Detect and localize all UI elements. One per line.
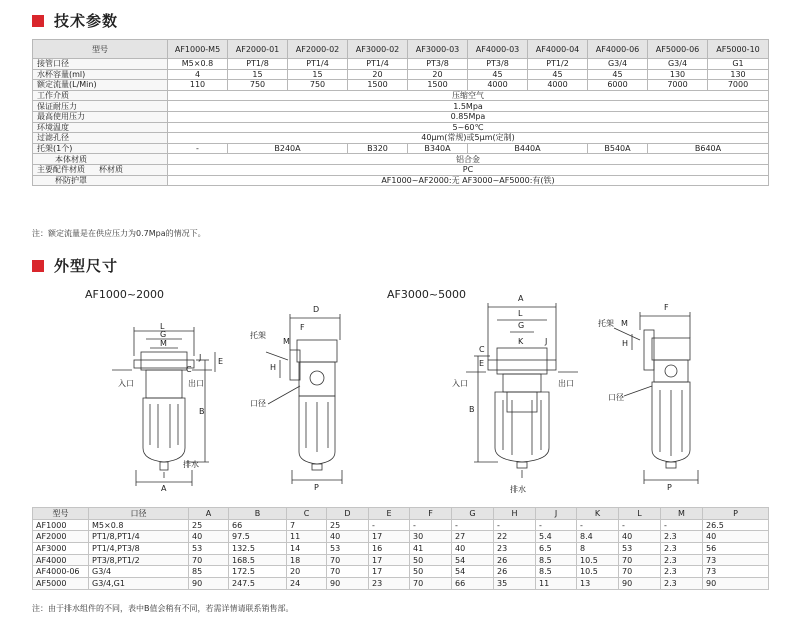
table-cell: 70 bbox=[189, 554, 229, 566]
spec-label: 保证耐压力 bbox=[33, 101, 168, 112]
table-cell: G3/4 bbox=[89, 566, 189, 578]
table-cell: 27 bbox=[452, 531, 494, 543]
table-cell: - bbox=[661, 519, 703, 531]
table-cell: 24 bbox=[287, 578, 327, 590]
spec-label: 额定流量(L/Min) bbox=[33, 80, 168, 91]
table-cell: PT1/4,PT3/8 bbox=[89, 543, 189, 555]
table-cell: 8.5 bbox=[536, 554, 577, 566]
table-cell: 17 bbox=[369, 554, 410, 566]
dims-column-header: 型号 bbox=[33, 508, 89, 520]
spec-value: G3/4 bbox=[588, 59, 648, 70]
table-cell: G3/4,G1 bbox=[89, 578, 189, 590]
spec-value: B340A bbox=[408, 143, 468, 154]
spec-header-label: 型号 bbox=[33, 40, 168, 59]
dim-letter: G bbox=[160, 330, 167, 339]
spec-model-header: AF4000-03 bbox=[468, 40, 528, 59]
dim-letter: B bbox=[469, 405, 475, 414]
spec-value: PT1/8 bbox=[228, 59, 288, 70]
table-cell: 54 bbox=[452, 554, 494, 566]
dims-column-header: B bbox=[229, 508, 287, 520]
table-cell: 56 bbox=[703, 543, 769, 555]
table-cell: 8.5 bbox=[536, 566, 577, 578]
spec-value: 15 bbox=[228, 69, 288, 80]
dims-column-header: 口径 bbox=[89, 508, 189, 520]
table-cell: 30 bbox=[410, 531, 452, 543]
spec-label: 杯防护罩 bbox=[33, 175, 168, 186]
spec-label: 杯材质 bbox=[99, 165, 123, 175]
spec-value: 130 bbox=[708, 69, 769, 80]
table-cell: 41 bbox=[410, 543, 452, 555]
spec-value: M5×0.8 bbox=[168, 59, 228, 70]
table-cell: 53 bbox=[619, 543, 661, 555]
table-cell: 70 bbox=[619, 554, 661, 566]
table-cell: 6.5 bbox=[536, 543, 577, 555]
table-cell: 70 bbox=[619, 566, 661, 578]
table-cell: - bbox=[536, 519, 577, 531]
spec-value: 110 bbox=[168, 80, 228, 91]
materials-group-label: 主要配件材质 bbox=[37, 165, 85, 175]
dim-section-title: 外型尺寸 bbox=[54, 257, 119, 275]
dim-letter: P bbox=[314, 483, 319, 492]
dim-letter: A bbox=[518, 294, 524, 303]
table-cell: 53 bbox=[189, 543, 229, 555]
spec-value: 45 bbox=[528, 69, 588, 80]
table-cell: 35 bbox=[494, 578, 536, 590]
table-cell: M5×0.8 bbox=[89, 519, 189, 531]
table-cell: 247.5 bbox=[229, 578, 287, 590]
spec-model-header: AF2000-02 bbox=[288, 40, 348, 59]
inlet-label-left: 入口 bbox=[118, 379, 134, 388]
spec-value: 7000 bbox=[648, 80, 708, 91]
table-cell: 2.3 bbox=[661, 566, 703, 578]
spec-value: 20 bbox=[408, 69, 468, 80]
spec-value: PT3/8 bbox=[468, 59, 528, 70]
table-cell: AF2000 bbox=[33, 531, 89, 543]
table-cell: 8.4 bbox=[577, 531, 619, 543]
table-cell: 2.3 bbox=[661, 578, 703, 590]
spec-value: PT1/4 bbox=[348, 59, 408, 70]
dims-column-header: C bbox=[287, 508, 327, 520]
spec-model-header: AF5000-06 bbox=[648, 40, 708, 59]
dim-letter: C bbox=[186, 365, 192, 374]
table-row bbox=[33, 543, 769, 555]
table-cell: 11 bbox=[287, 531, 327, 543]
spec-value: 45 bbox=[468, 69, 528, 80]
table-cell: - bbox=[452, 519, 494, 531]
dim-letter: M bbox=[160, 339, 167, 348]
spec-section-title: 技术参数 bbox=[54, 12, 119, 30]
dim-letter: E bbox=[218, 357, 224, 366]
spec-value: 15 bbox=[288, 69, 348, 80]
drawing-left-title: AF1000~2000 bbox=[85, 288, 165, 301]
port-label-right: 口径 bbox=[608, 393, 624, 402]
table-cell: - bbox=[494, 519, 536, 531]
spec-model-header: AF1000-M5 bbox=[168, 40, 228, 59]
table-cell: 14 bbox=[287, 543, 327, 555]
table-cell: 13 bbox=[577, 578, 619, 590]
table-cell: 90 bbox=[327, 578, 369, 590]
spec-model-header: AF3000-03 bbox=[408, 40, 468, 59]
dim-letter: F bbox=[300, 323, 305, 332]
table-cell: 16 bbox=[369, 543, 410, 555]
bracket-label-right: 托架 bbox=[598, 319, 614, 328]
table-cell: 50 bbox=[410, 566, 452, 578]
dim-letter: H bbox=[270, 363, 277, 372]
dim-letter: K bbox=[518, 337, 524, 346]
spec-value: 130 bbox=[648, 69, 708, 80]
spec-value: PT1/4 bbox=[288, 59, 348, 70]
table-cell: 17 bbox=[369, 566, 410, 578]
spec-value: 5~60℃ bbox=[168, 122, 769, 133]
spec-value: 6000 bbox=[588, 80, 648, 91]
table-cell: 40 bbox=[452, 543, 494, 555]
dim-letter: P bbox=[667, 483, 672, 492]
spec-value: G3/4 bbox=[648, 59, 708, 70]
spec-value: 铝合金 bbox=[168, 154, 769, 165]
table-cell: 90 bbox=[189, 578, 229, 590]
table-cell: 23 bbox=[369, 578, 410, 590]
dim-letter: A bbox=[161, 484, 167, 493]
bracket-label-left: 托架 bbox=[250, 331, 266, 340]
spec-model-header: AF5000-10 bbox=[708, 40, 769, 59]
table-cell: 26 bbox=[494, 554, 536, 566]
table-cell: 66 bbox=[229, 519, 287, 531]
table-cell: 22 bbox=[494, 531, 536, 543]
dims-column-header: D bbox=[327, 508, 369, 520]
drain-label-right: 排水 bbox=[510, 485, 526, 494]
spec-value: - bbox=[168, 143, 228, 154]
dims-column-header: K bbox=[577, 508, 619, 520]
table-cell: AF1000 bbox=[33, 519, 89, 531]
table-cell: PT3/8,PT1/2 bbox=[89, 554, 189, 566]
spec-value: 40μm(常规)或5μm(定制) bbox=[168, 133, 769, 144]
table-row bbox=[33, 519, 769, 531]
table-cell: 2.3 bbox=[661, 554, 703, 566]
table-cell: 2.3 bbox=[661, 543, 703, 555]
spec-label: 工作介质 bbox=[33, 90, 168, 101]
table-cell: 70 bbox=[410, 578, 452, 590]
drawing-labels bbox=[118, 294, 672, 494]
table-cell: 66 bbox=[452, 578, 494, 590]
spec-label: 接管口径 bbox=[33, 59, 168, 70]
spec-value: 4000 bbox=[528, 80, 588, 91]
dimensions-table bbox=[32, 507, 769, 590]
dim-letter: H bbox=[622, 339, 629, 348]
spec-model-header: AF3000-02 bbox=[348, 40, 408, 59]
table-cell: 25 bbox=[189, 519, 229, 531]
spec-value: PT3/8 bbox=[408, 59, 468, 70]
spec-value: B640A bbox=[648, 143, 769, 154]
dims-column-header: M bbox=[661, 508, 703, 520]
spec-model-header: AF4000-06 bbox=[588, 40, 648, 59]
table-cell: 10.5 bbox=[577, 566, 619, 578]
table-cell: 73 bbox=[703, 566, 769, 578]
table-cell: AF4000 bbox=[33, 554, 89, 566]
spec-value: 1500 bbox=[408, 80, 468, 91]
table-cell: 73 bbox=[703, 554, 769, 566]
dim-letter: J bbox=[545, 337, 548, 346]
dim-letter: M bbox=[283, 337, 290, 346]
dims-column-header: P bbox=[703, 508, 769, 520]
dim-letter: L bbox=[160, 322, 165, 331]
table-cell: 40 bbox=[189, 531, 229, 543]
dims-column-header: H bbox=[494, 508, 536, 520]
table-cell: - bbox=[577, 519, 619, 531]
outlet-label-left: 出口 bbox=[188, 379, 204, 388]
spec-value: B240A bbox=[228, 143, 348, 154]
spec-label: 水杯容量(ml) bbox=[33, 69, 168, 80]
table-cell: 168.5 bbox=[229, 554, 287, 566]
dims-column-header: F bbox=[410, 508, 452, 520]
table-cell: 97.5 bbox=[229, 531, 287, 543]
table-cell: 20 bbox=[287, 566, 327, 578]
dim-letter: M bbox=[621, 319, 628, 328]
spec-value: 压缩空气 bbox=[168, 90, 769, 101]
spec-label: 本体材质 bbox=[33, 154, 168, 165]
spec-value: 7000 bbox=[708, 80, 769, 91]
table-cell: 132.5 bbox=[229, 543, 287, 555]
drawing-right-title: AF3000~5000 bbox=[387, 288, 467, 301]
spec-model-header: AF4000-04 bbox=[528, 40, 588, 59]
table-cell: 25 bbox=[327, 519, 369, 531]
dims-column-header: A bbox=[189, 508, 229, 520]
table-cell: 26 bbox=[494, 566, 536, 578]
table-cell: 5.4 bbox=[536, 531, 577, 543]
dims-header-row bbox=[33, 508, 769, 520]
spec-value: 1.5Mpa bbox=[168, 101, 769, 112]
table-row bbox=[33, 554, 769, 566]
table-row bbox=[33, 566, 769, 578]
table-cell: AF5000 bbox=[33, 578, 89, 590]
dim-letter: J bbox=[199, 353, 202, 362]
dim-letter: G bbox=[518, 321, 525, 330]
table-cell: 40 bbox=[703, 531, 769, 543]
inlet-label-right: 入口 bbox=[452, 379, 468, 388]
table-cell: 10.5 bbox=[577, 554, 619, 566]
spec-value: PC bbox=[168, 164, 769, 175]
table-cell: 54 bbox=[452, 566, 494, 578]
dims-column-header: E bbox=[369, 508, 410, 520]
spec-value: 4000 bbox=[468, 80, 528, 91]
table-cell: 90 bbox=[703, 578, 769, 590]
table-cell: 70 bbox=[327, 566, 369, 578]
table-cell: 23 bbox=[494, 543, 536, 555]
spec-label: 过滤孔径 bbox=[33, 133, 168, 144]
table-row bbox=[33, 578, 769, 590]
spec-label: 环境温度 bbox=[33, 122, 168, 133]
dim-letter: E bbox=[479, 359, 485, 368]
spec-label: 托架(1个) bbox=[33, 143, 168, 154]
spec-value: 1500 bbox=[348, 80, 408, 91]
spec-value: G1 bbox=[708, 59, 769, 70]
table-cell: AF3000 bbox=[33, 543, 89, 555]
spec-value: 0.85Mpa bbox=[168, 111, 769, 122]
spec-value: 4 bbox=[168, 69, 228, 80]
dims-column-header: L bbox=[619, 508, 661, 520]
dim-letter: B bbox=[199, 407, 205, 416]
table-cell: 40 bbox=[327, 531, 369, 543]
spec-value: 750 bbox=[228, 80, 288, 91]
table-cell: 50 bbox=[410, 554, 452, 566]
spec-value: B540A bbox=[588, 143, 648, 154]
dims-column-header: J bbox=[536, 508, 577, 520]
spec-note: 注：额定流量是在供应压力为0.7Mpa的情况下。 bbox=[32, 229, 206, 238]
table-cell: - bbox=[619, 519, 661, 531]
spec-value: 20 bbox=[348, 69, 408, 80]
table-cell: - bbox=[410, 519, 452, 531]
table-cell: 40 bbox=[619, 531, 661, 543]
dim-letter: C bbox=[479, 345, 485, 354]
table-cell: - bbox=[369, 519, 410, 531]
dims-note: 注：由于排水组件的不同，表中B值会稍有不同，若需详情请联系销售部。 bbox=[32, 604, 294, 613]
table-cell: 7 bbox=[287, 519, 327, 531]
spec-value: B320 bbox=[348, 143, 408, 154]
dim-letter: L bbox=[518, 309, 523, 318]
table-cell: 11 bbox=[536, 578, 577, 590]
table-cell: PT1/8,PT1/4 bbox=[89, 531, 189, 543]
table-cell: AF4000-06 bbox=[33, 566, 89, 578]
table-cell: 8 bbox=[577, 543, 619, 555]
table-cell: 2.3 bbox=[661, 531, 703, 543]
spec-label: 最高使用压力 bbox=[33, 111, 168, 122]
table-row bbox=[33, 531, 769, 543]
table-cell: 18 bbox=[287, 554, 327, 566]
drain-label-left: 排水 bbox=[183, 460, 199, 469]
table-cell: 90 bbox=[619, 578, 661, 590]
dims-column-header: G bbox=[452, 508, 494, 520]
table-cell: 26.5 bbox=[703, 519, 769, 531]
spec-value: AF1000~AF2000:无 AF3000~AF5000:有(铁) bbox=[168, 175, 769, 186]
drawing-af3000-side bbox=[614, 312, 698, 484]
table-cell: 85 bbox=[189, 566, 229, 578]
port-label-left: 口径 bbox=[250, 399, 266, 408]
spec-value: PT1/2 bbox=[528, 59, 588, 70]
table-cell: 172.5 bbox=[229, 566, 287, 578]
spec-model-header: AF2000-01 bbox=[228, 40, 288, 59]
outlet-label-right: 出口 bbox=[558, 379, 574, 388]
table-cell: 70 bbox=[327, 554, 369, 566]
spec-value: B440A bbox=[468, 143, 588, 154]
dim-letter: F bbox=[664, 303, 669, 312]
drawing-af1000-side bbox=[266, 314, 342, 484]
spec-value: 45 bbox=[588, 69, 648, 80]
table-cell: 17 bbox=[369, 531, 410, 543]
dim-letter: D bbox=[313, 305, 320, 314]
table-cell: 53 bbox=[327, 543, 369, 555]
spec-value: 750 bbox=[288, 80, 348, 91]
